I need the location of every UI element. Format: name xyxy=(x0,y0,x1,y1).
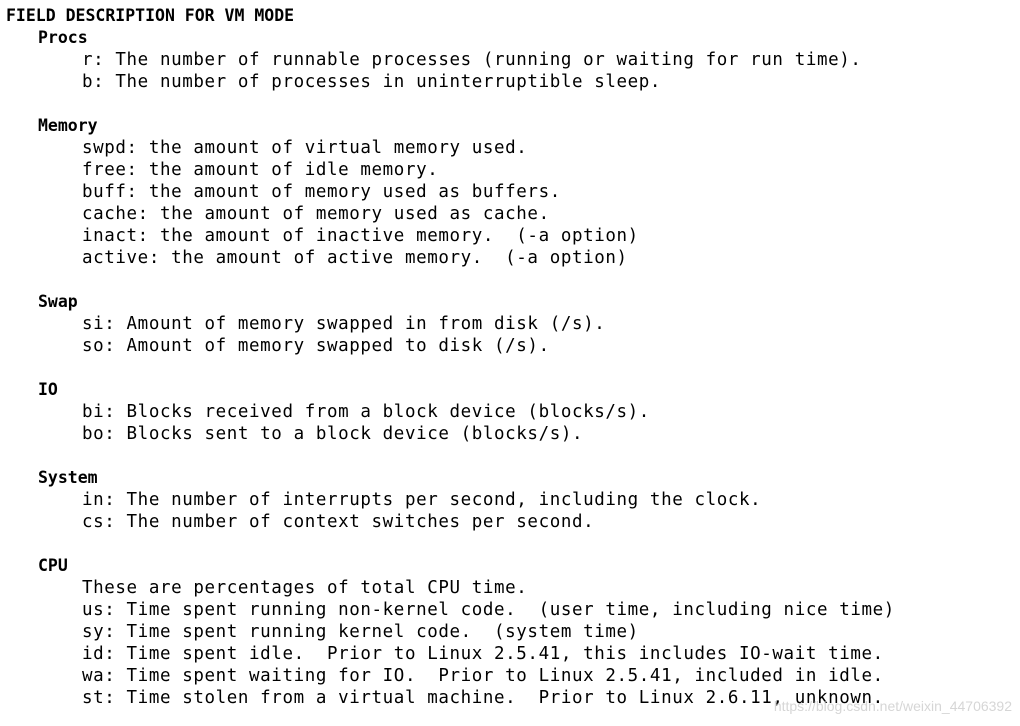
section-heading-swap: Swap xyxy=(38,292,78,311)
section-spacer xyxy=(6,445,1016,467)
field-description: These are percentages of total CPU time. xyxy=(82,578,528,598)
section-heading-io: IO xyxy=(38,380,58,399)
field-description: us: Time spent running non-kernel code. (user time, including nice time) xyxy=(82,600,895,620)
field-description: bi: Blocks received from a block device (blocks/s). xyxy=(82,402,650,422)
field-description: in: The number of interrupts per second, including the clock. xyxy=(82,490,762,510)
section-spacer xyxy=(6,93,1016,115)
field-description: so: Amount of memory swapped to disk (/s). xyxy=(82,336,550,356)
field-description: bo: Blocks sent to a block device (blocks/s). xyxy=(82,424,584,444)
field-description: si: Amount of memory swapped in from disk (/s). xyxy=(82,314,606,334)
section-spacer xyxy=(6,357,1016,379)
field-description: inact: the amount of inactive memory. (-a option) xyxy=(82,226,639,246)
field-description: b: The number of processes in uninterruptible sleep. xyxy=(82,72,662,92)
field-description: r: The number of runnable processes (running or waiting for run time). xyxy=(82,50,862,70)
section-heading-system: System xyxy=(38,468,98,487)
watermark: https://blog.csdn.net/weixin_44706392 xyxy=(773,698,1012,714)
section-spacer xyxy=(6,533,1016,555)
section-spacer xyxy=(6,269,1016,291)
man-page-document xyxy=(6,5,1016,709)
field-description: wa: Time spent waiting for IO. Prior to Linux 2.5.41, included in idle. xyxy=(82,666,884,686)
field-description: st: Time stolen from a virtual machine. Prior to Linux 2.6.11, unknown. xyxy=(82,688,884,708)
page-title: FIELD DESCRIPTION FOR VM MODE xyxy=(6,6,295,25)
section-heading-procs: Procs xyxy=(38,28,88,47)
field-description: free: the amount of idle memory. xyxy=(82,160,439,180)
field-description: cs: The number of context switches per second. xyxy=(82,512,595,532)
section-heading-cpu: CPU xyxy=(38,556,68,575)
field-description: active: the amount of active memory. (-a option) xyxy=(82,248,628,268)
field-description: swpd: the amount of virtual memory used. xyxy=(82,138,528,158)
field-description: buff: the amount of memory used as buffers. xyxy=(82,182,561,202)
field-description: id: Time spent idle. Prior to Linux 2.5.41, this includes IO-wait time. xyxy=(82,644,884,664)
section-heading-memory: Memory xyxy=(38,116,98,135)
field-description: sy: Time spent running kernel code. (system time) xyxy=(82,622,639,642)
field-description: cache: the amount of memory used as cache. xyxy=(82,204,550,224)
